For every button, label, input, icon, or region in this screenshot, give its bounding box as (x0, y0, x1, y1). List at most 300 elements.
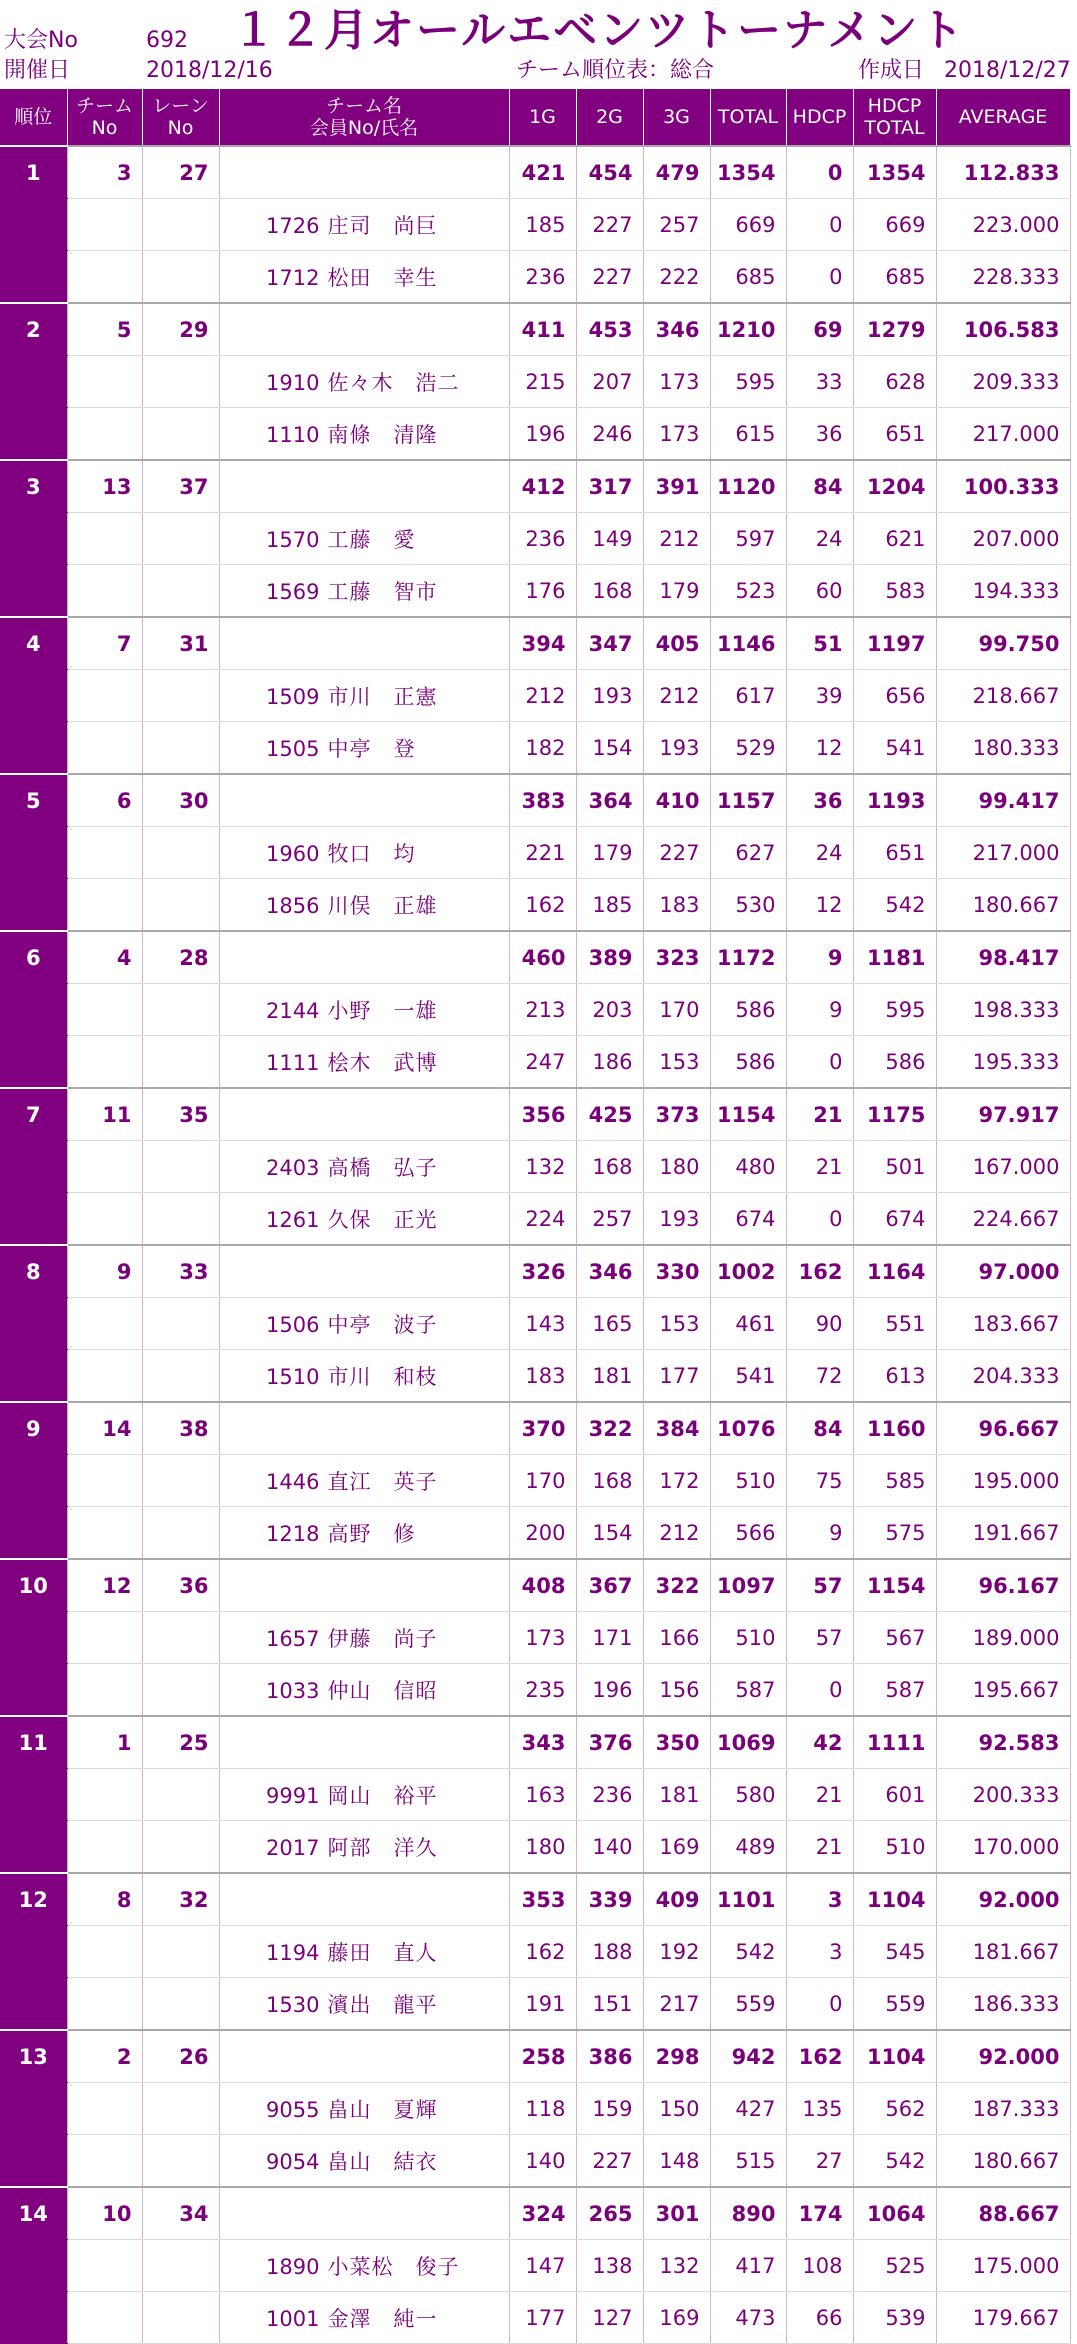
hdcp-total-cell: 651 (853, 408, 936, 461)
team-no-cell: 12 (67, 1559, 142, 1612)
g3-cell: 177 (643, 1350, 710, 1403)
col-hdcp-total: HDCP TOTAL (853, 89, 936, 146)
member-name: 仲山 信昭 (327, 1678, 438, 1703)
rank-cell-blank (0, 356, 67, 408)
g1-cell: 162 (509, 879, 576, 932)
lane-no-cell-blank (142, 251, 219, 304)
lane-no-cell-blank (142, 879, 219, 932)
hdcp-cell: 57 (786, 1559, 853, 1612)
total-cell: 489 (710, 1821, 786, 1874)
g3-cell: 410 (643, 774, 710, 827)
average-cell: 88.667 (936, 2187, 1070, 2240)
g1-cell: 326 (509, 1245, 576, 1298)
member-name: 市川 和枝 (327, 1364, 438, 1389)
g2-cell: 188 (576, 1926, 643, 1978)
hdcp-cell: 0 (786, 199, 853, 251)
hdcp-total-cell: 1279 (853, 303, 936, 356)
rank-cell-blank (0, 513, 67, 565)
g2-cell: 185 (576, 879, 643, 932)
member-cell (219, 879, 509, 932)
total-cell: 510 (710, 1455, 786, 1507)
g2-cell: 454 (576, 146, 643, 199)
team-row (0, 1088, 1070, 1141)
team-name-cell (219, 931, 509, 984)
member-no: 2144 (266, 998, 320, 1023)
member-name: 高橋 弘子 (327, 1155, 438, 1180)
g2-cell: 453 (576, 303, 643, 356)
team-no-cell-blank (67, 1612, 142, 1664)
g2-cell: 317 (576, 460, 643, 513)
member-row (0, 1926, 1070, 1978)
g2-cell: 165 (576, 1298, 643, 1350)
member-no: 1712 (266, 265, 320, 290)
member-cell (219, 1507, 509, 1560)
member-name: 佐々木 浩二 (327, 370, 460, 395)
team-no-cell: 13 (67, 460, 142, 513)
hdcp-total-cell: 501 (853, 1141, 936, 1193)
rank-cell-blank (0, 251, 67, 304)
lane-no-cell-blank (142, 827, 219, 879)
g3-cell: 212 (643, 1507, 710, 1560)
total-cell: 417 (710, 2240, 786, 2292)
average-cell: 224.667 (936, 1193, 1070, 1246)
g1-cell: 191 (509, 1978, 576, 2031)
g1-cell: 170 (509, 1455, 576, 1507)
member-no: 9991 (266, 1783, 320, 1808)
hdcp-cell: 21 (786, 1141, 853, 1193)
average-cell: 217.000 (936, 827, 1070, 879)
g3-cell: 150 (643, 2083, 710, 2135)
g1-cell: 258 (509, 2030, 576, 2083)
member-row (0, 722, 1070, 775)
table-type: チーム順位表：総合 (516, 58, 715, 83)
member-no: 1218 (266, 1521, 320, 1546)
member-cell (219, 2135, 509, 2188)
team-no-cell: 4 (67, 931, 142, 984)
rank-cell-blank (0, 1141, 67, 1193)
hdcp-cell: 0 (786, 1978, 853, 2031)
member-no: 2017 (266, 1835, 320, 1860)
g2-cell: 151 (576, 1978, 643, 2031)
lane-no-cell-blank (142, 1769, 219, 1821)
total-cell: 480 (710, 1141, 786, 1193)
team-no-cell: 2 (67, 2030, 142, 2083)
lane-no-cell: 38 (142, 1402, 219, 1455)
team-no-cell-blank (67, 1769, 142, 1821)
g3-cell: 153 (643, 1036, 710, 1089)
hdcp-cell: 0 (786, 1664, 853, 1717)
rank-cell-blank (0, 1821, 67, 1874)
member-row (0, 1507, 1070, 1560)
member-no: 1111 (266, 1050, 320, 1075)
g3-cell: 193 (643, 722, 710, 775)
member-cell (219, 1978, 509, 2031)
hdcp-cell: 162 (786, 2030, 853, 2083)
member-name: 畠山 結衣 (327, 2149, 438, 2174)
g3-cell: 479 (643, 146, 710, 199)
hdcp-cell: 0 (786, 1036, 853, 1089)
g1-cell: 421 (509, 146, 576, 199)
total-cell: 674 (710, 1193, 786, 1246)
g1-cell: 356 (509, 1088, 576, 1141)
average-cell: 223.000 (936, 199, 1070, 251)
g2-cell: 171 (576, 1612, 643, 1664)
hdcp-total-cell: 1175 (853, 1088, 936, 1141)
g3-cell: 181 (643, 1769, 710, 1821)
g3-cell: 170 (643, 984, 710, 1036)
team-name-cell (219, 1873, 509, 1926)
lane-no-cell: 35 (142, 1088, 219, 1141)
average-cell: 167.000 (936, 1141, 1070, 1193)
col-rank: 順位 (0, 89, 67, 146)
hdcp-cell: 24 (786, 513, 853, 565)
rank-cell: 3 (0, 460, 67, 513)
member-no: 1033 (266, 1678, 320, 1703)
g3-cell: 350 (643, 1716, 710, 1769)
average-cell: 204.333 (936, 1350, 1070, 1403)
member-no: 1570 (266, 527, 320, 552)
lane-no-cell: 28 (142, 931, 219, 984)
g1-cell: 236 (509, 251, 576, 304)
member-name: 伊藤 尚子 (327, 1626, 438, 1651)
lane-no-cell: 30 (142, 774, 219, 827)
lane-no-cell-blank (142, 1926, 219, 1978)
lane-no-cell-blank (142, 565, 219, 618)
lane-no-cell-blank (142, 1612, 219, 1664)
team-no-cell-blank (67, 565, 142, 618)
member-no: 9054 (266, 2149, 320, 2174)
hdcp-cell: 3 (786, 1926, 853, 1978)
member-no: 1110 (266, 422, 320, 447)
team-no-cell-blank (67, 670, 142, 722)
g2-cell: 154 (576, 1507, 643, 1560)
hdcp-total-cell: 551 (853, 1298, 936, 1350)
member-row (0, 1141, 1070, 1193)
g1-cell: 176 (509, 565, 576, 618)
g2-cell: 389 (576, 931, 643, 984)
team-row (0, 1559, 1070, 1612)
rank-cell-blank (0, 827, 67, 879)
member-name: 松田 幸生 (327, 265, 438, 290)
lane-no-cell: 25 (142, 1716, 219, 1769)
total-cell: 597 (710, 513, 786, 565)
lane-no-cell-blank (142, 1350, 219, 1403)
team-name-cell (219, 460, 509, 513)
g3-cell: 391 (643, 460, 710, 513)
hdcp-cell: 69 (786, 303, 853, 356)
lane-no-cell: 31 (142, 617, 219, 670)
team-name-cell (219, 1088, 509, 1141)
team-ranking-table (0, 89, 1071, 2344)
hdcp-total-cell: 601 (853, 1769, 936, 1821)
g3-cell: 169 (643, 1821, 710, 1874)
team-no-cell: 5 (67, 303, 142, 356)
total-cell: 510 (710, 1612, 786, 1664)
g1-cell: 183 (509, 1350, 576, 1403)
hdcp-total-cell: 510 (853, 1821, 936, 1874)
member-name: 南條 清隆 (327, 422, 438, 447)
team-no-cell-blank (67, 1298, 142, 1350)
member-row (0, 1036, 1070, 1089)
team-row (0, 931, 1070, 984)
average-cell: 96.667 (936, 1402, 1070, 1455)
rank-cell-blank (0, 1350, 67, 1403)
hdcp-cell: 3 (786, 1873, 853, 1926)
average-cell: 183.667 (936, 1298, 1070, 1350)
total-cell: 942 (710, 2030, 786, 2083)
member-cell (219, 408, 509, 461)
total-cell: 627 (710, 827, 786, 879)
hdcp-total-cell: 685 (853, 251, 936, 304)
member-name: 畠山 夏輝 (327, 2097, 438, 2122)
g2-cell: 346 (576, 1245, 643, 1298)
average-cell: 194.333 (936, 565, 1070, 618)
g3-cell: 322 (643, 1559, 710, 1612)
rank-cell-blank (0, 1664, 67, 1717)
g2-cell: 181 (576, 1350, 643, 1403)
member-row (0, 1612, 1070, 1664)
member-no: 1505 (266, 736, 320, 761)
team-no-cell-blank (67, 1141, 142, 1193)
team-row (0, 460, 1070, 513)
g2-cell: 339 (576, 1873, 643, 1926)
team-no-cell: 14 (67, 1402, 142, 1455)
average-cell: 209.333 (936, 356, 1070, 408)
average-cell: 195.000 (936, 1455, 1070, 1507)
total-cell: 1354 (710, 146, 786, 199)
g2-cell: 376 (576, 1716, 643, 1769)
member-cell (219, 565, 509, 618)
member-name: 牧口 均 (327, 841, 416, 866)
col-g2: 2G (576, 89, 643, 146)
member-no: 1261 (266, 1207, 320, 1232)
team-row (0, 617, 1070, 670)
team-name-cell (219, 146, 509, 199)
team-row (0, 2030, 1070, 2083)
member-name: 小菜松 俊子 (327, 2254, 460, 2279)
member-cell (219, 1193, 509, 1246)
average-cell: 217.000 (936, 408, 1070, 461)
g1-cell: 247 (509, 1036, 576, 1089)
g1-cell: 163 (509, 1769, 576, 1821)
lane-no-cell: 34 (142, 2187, 219, 2240)
page-title: １２月オールエベンツトーナメント (232, 5, 966, 56)
g1-cell: 162 (509, 1926, 576, 1978)
g1-cell: 224 (509, 1193, 576, 1246)
g1-cell: 143 (509, 1298, 576, 1350)
g1-cell: 236 (509, 513, 576, 565)
g3-cell: 156 (643, 1664, 710, 1717)
g3-cell: 346 (643, 303, 710, 356)
average-cell: 112.833 (936, 146, 1070, 199)
member-no: 1506 (266, 1312, 320, 1337)
g2-cell: 257 (576, 1193, 643, 1246)
hdcp-total-cell: 1104 (853, 1873, 936, 1926)
member-cell (219, 1821, 509, 1874)
average-cell: 92.583 (936, 1716, 1070, 1769)
g1-cell: 182 (509, 722, 576, 775)
team-no-cell-blank (67, 199, 142, 251)
g1-cell: 370 (509, 1402, 576, 1455)
member-cell (219, 1036, 509, 1089)
lane-no-cell: 26 (142, 2030, 219, 2083)
lane-no-cell-blank (142, 2292, 219, 2344)
g3-cell: 183 (643, 879, 710, 932)
g2-cell: 227 (576, 199, 643, 251)
total-cell: 542 (710, 1926, 786, 1978)
average-cell: 175.000 (936, 2240, 1070, 2292)
g2-cell: 322 (576, 1402, 643, 1455)
average-cell: 228.333 (936, 251, 1070, 304)
total-cell: 566 (710, 1507, 786, 1560)
team-name-cell (219, 1716, 509, 1769)
member-name: 金澤 純一 (327, 2306, 438, 2331)
header-row (0, 89, 1070, 146)
total-cell: 530 (710, 879, 786, 932)
average-cell: 92.000 (936, 2030, 1070, 2083)
hdcp-cell: 27 (786, 2135, 853, 2188)
member-no: 1530 (266, 1992, 320, 2017)
hdcp-total-cell: 621 (853, 513, 936, 565)
hdcp-cell: 0 (786, 251, 853, 304)
team-no-cell: 3 (67, 146, 142, 199)
g1-cell: 147 (509, 2240, 576, 2292)
total-cell: 586 (710, 1036, 786, 1089)
g2-cell: 127 (576, 2292, 643, 2344)
rank-cell-blank (0, 1036, 67, 1089)
g1-cell: 383 (509, 774, 576, 827)
member-row (0, 408, 1070, 461)
member-cell (219, 513, 509, 565)
team-no-cell-blank (67, 1507, 142, 1560)
hdcp-total-cell: 1111 (853, 1716, 936, 1769)
member-name: 川俣 正雄 (327, 893, 438, 918)
team-no-cell-blank (67, 1821, 142, 1874)
member-cell (219, 251, 509, 304)
g2-cell: 168 (576, 565, 643, 618)
member-cell (219, 1141, 509, 1193)
total-cell: 1120 (710, 460, 786, 513)
g3-cell: 330 (643, 1245, 710, 1298)
total-cell: 515 (710, 2135, 786, 2188)
average-cell: 98.417 (936, 931, 1070, 984)
team-row (0, 1245, 1070, 1298)
member-row (0, 1298, 1070, 1350)
member-row (0, 1193, 1070, 1246)
total-cell: 580 (710, 1769, 786, 1821)
member-row (0, 1455, 1070, 1507)
member-row (0, 1769, 1070, 1821)
average-cell: 92.000 (936, 1873, 1070, 1926)
event-date: 2018/12/16 (146, 58, 273, 83)
g3-cell: 298 (643, 2030, 710, 2083)
rank-cell-blank (0, 2240, 67, 2292)
hdcp-cell: 0 (786, 146, 853, 199)
member-cell (219, 984, 509, 1036)
tournament-no-label: 大会No (4, 28, 78, 53)
g1-cell: 118 (509, 2083, 576, 2135)
team-no-cell-blank (67, 1664, 142, 1717)
g1-cell: 460 (509, 931, 576, 984)
lane-no-cell: 37 (142, 460, 219, 513)
hdcp-total-cell: 595 (853, 984, 936, 1036)
team-no-cell-blank (67, 1455, 142, 1507)
lane-no-cell-blank (142, 1298, 219, 1350)
rank-cell: 12 (0, 1873, 67, 1926)
hdcp-cell: 174 (786, 2187, 853, 2240)
g2-cell: 227 (576, 251, 643, 304)
total-cell: 1154 (710, 1088, 786, 1141)
lane-no-cell: 36 (142, 1559, 219, 1612)
hdcp-cell: 33 (786, 356, 853, 408)
team-no-cell-blank (67, 1350, 142, 1403)
lane-no-cell-blank (142, 1664, 219, 1717)
team-no-cell-blank (67, 356, 142, 408)
member-cell (219, 199, 509, 251)
lane-no-cell-blank (142, 1978, 219, 2031)
member-name: 中亭 登 (327, 736, 416, 761)
g2-cell: 186 (576, 1036, 643, 1089)
member-name: 庄司 尚巨 (327, 213, 438, 238)
hdcp-total-cell: 1160 (853, 1402, 936, 1455)
rank-cell-blank (0, 722, 67, 775)
lane-no-cell-blank (142, 408, 219, 461)
g1-cell: 185 (509, 199, 576, 251)
team-name-cell (219, 2030, 509, 2083)
hdcp-cell: 60 (786, 565, 853, 618)
g3-cell: 179 (643, 565, 710, 618)
average-cell: 99.750 (936, 617, 1070, 670)
average-cell: 106.583 (936, 303, 1070, 356)
average-cell: 181.667 (936, 1926, 1070, 1978)
hdcp-cell: 84 (786, 1402, 853, 1455)
g1-cell: 180 (509, 1821, 576, 1874)
hdcp-total-cell: 587 (853, 1664, 936, 1717)
hdcp-total-cell: 1193 (853, 774, 936, 827)
average-cell: 207.000 (936, 513, 1070, 565)
g2-cell: 149 (576, 513, 643, 565)
g3-cell: 409 (643, 1873, 710, 1926)
hdcp-total-cell: 669 (853, 199, 936, 251)
average-cell: 186.333 (936, 1978, 1070, 2031)
rank-cell: 4 (0, 617, 67, 670)
total-cell: 427 (710, 2083, 786, 2135)
member-row (0, 251, 1070, 304)
g3-cell: 323 (643, 931, 710, 984)
g1-cell: 412 (509, 460, 576, 513)
team-no-cell: 10 (67, 2187, 142, 2240)
average-cell: 187.333 (936, 2083, 1070, 2135)
member-no: 1194 (266, 1940, 320, 1965)
member-no: 1960 (266, 841, 320, 866)
member-row (0, 827, 1070, 879)
team-name-cell (219, 1559, 509, 1612)
member-no: 1726 (266, 213, 320, 238)
total-cell: 523 (710, 565, 786, 618)
g3-cell: 301 (643, 2187, 710, 2240)
g2-cell: 196 (576, 1664, 643, 1717)
lane-no-cell: 29 (142, 303, 219, 356)
member-cell (219, 1612, 509, 1664)
col-g3: 3G (643, 89, 710, 146)
g1-cell: 196 (509, 408, 576, 461)
lane-no-cell-blank (142, 1455, 219, 1507)
member-cell (219, 1664, 509, 1717)
total-cell: 1002 (710, 1245, 786, 1298)
member-no: 1569 (266, 579, 320, 604)
g2-cell: 364 (576, 774, 643, 827)
rank-cell-blank (0, 1612, 67, 1664)
